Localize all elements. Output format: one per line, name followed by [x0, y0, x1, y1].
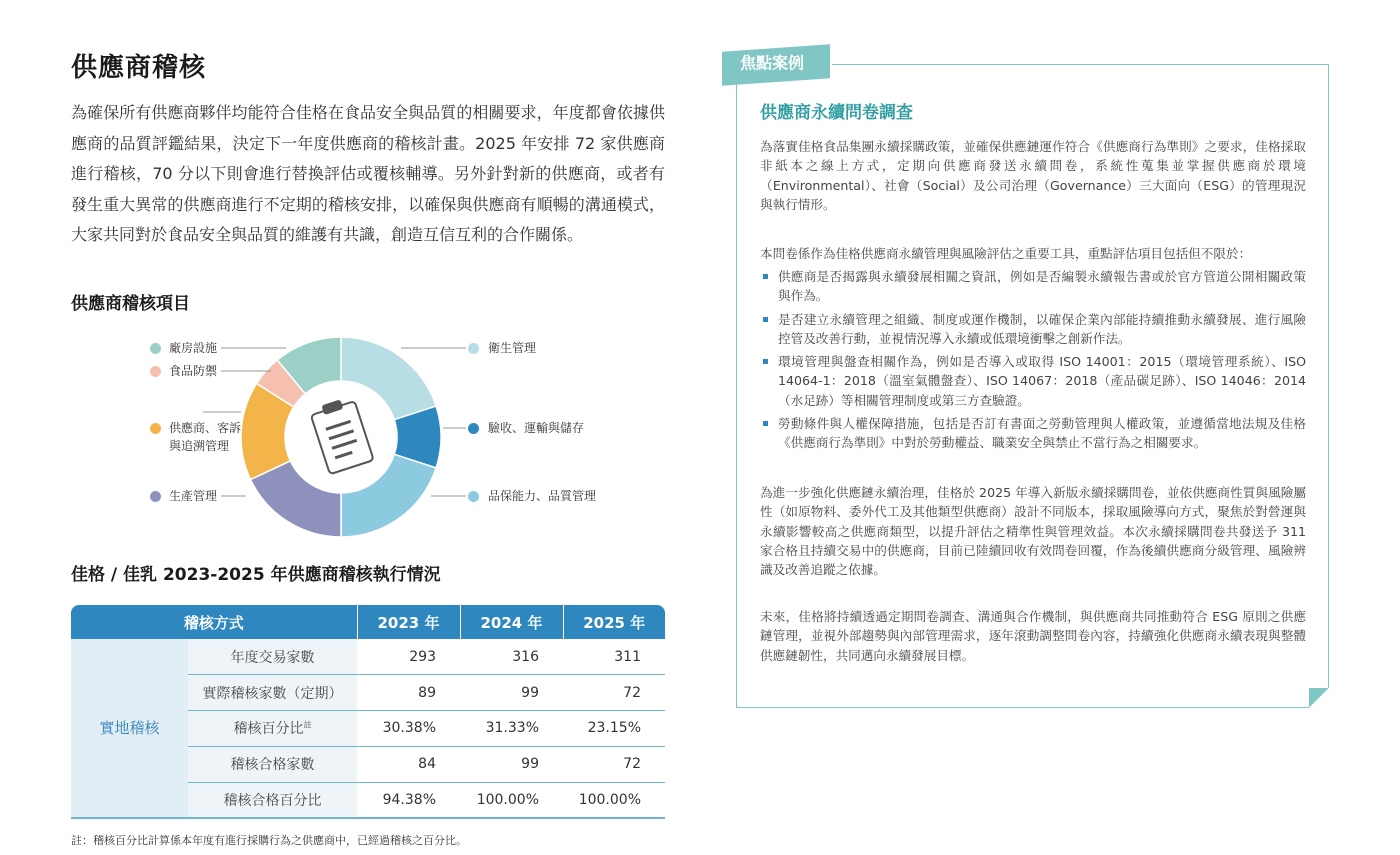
- cell-value: 72: [563, 675, 665, 711]
- audit-table: [71, 605, 665, 819]
- legend-label-hygiene: 衛生管理: [488, 341, 537, 355]
- row-label: 年度交易家數: [188, 639, 357, 675]
- legend-dot-qa: [468, 491, 479, 502]
- case-paragraph-4: 未來，佳格將持續透過定期問卷調查、溝通與合作機制，與供應商共同推動符合 ESG 原則之供應鏈管理，並視外部趨勢與內部管理需求，逐年滾動調整問卷內容，持續強化供應商永續表現與整體供應鏈韌性，共同邁向永續發展目標。: [760, 609, 1306, 663]
- legend-label-production: 生產管理: [169, 489, 218, 503]
- case-paragraph-2: 本問卷係作為佳格供應商永續管理與風險評估之重要工具，重點評估項目包括但不限於：: [760, 246, 1252, 261]
- legend-dot-receiving: [468, 423, 479, 434]
- page-title: 供應商稽核: [71, 53, 207, 83]
- cell-value: 23.15%: [563, 711, 665, 747]
- table-title: 佳格 / 佳乳 2023-2025 年供應商稽核執行情況: [71, 565, 441, 585]
- cell-value: 94.38%: [357, 782, 460, 818]
- case-tab-label: 焦點案例: [740, 53, 805, 73]
- case-title: 供應商永續問卷調查: [760, 103, 913, 123]
- legend-dot-food-defense: [150, 366, 161, 377]
- group-label: 實地稽核: [71, 639, 188, 818]
- intro-paragraph: 為確保所有供應商夥伴均能符合佳格在食品安全與品質的相關要求，年度都會依據供應商的品質評鑑結果，決定下一年度供應商的稽核計畫。2025 年安排 72 家供應商進行稽核，70 分以下則會進行替換評估或覆核輔導。另外針對新的供應商，或者有發生重大異常的供應商進行不定期的稽核安排，以確保與供應商有順暢的溝通模式，大家共同對於食品安全與品質的維護有共識，創造互信互利的合作關係。: [71, 103, 665, 244]
- cell-value: 316: [460, 639, 563, 675]
- row-label: 稽核百分比: [233, 721, 304, 738]
- list-item: 供應商是否揭露與永續發展相關之資訊，例如是否編製永續報告書或於官方管道公開相關政策與作為。: [760, 267, 1306, 306]
- table-row: [71, 639, 665, 675]
- cell-value: 311: [563, 639, 665, 675]
- legend-dot-production: [150, 491, 161, 502]
- cell-value: 31.33%: [460, 711, 563, 747]
- cell-value: 72: [563, 746, 665, 782]
- cell-value: 99: [460, 675, 563, 711]
- supplier-audit-section: [71, 50, 665, 251]
- list-item: 環境管理與盤查相關作為，例如是否導入或取得 ISO 14001：2015（環境管理系統）、ISO 14064-1：2018（溫室氣體盤查）、ISO 14067：2018（產品碳足跡）、ISO 14046：2014（水足跡）等相關管理制度或第三方查驗證。: [760, 352, 1306, 410]
- audit-items-chart: [71, 330, 665, 545]
- list-item: 是否建立永續管理之組織、制度或運作機制，以確保企業內部能持續推動永續發展、進行風險控管及改善行動，並視情況導入永續或低環境衝擊之創新作法。: [760, 310, 1306, 349]
- cell-value: 99: [460, 746, 563, 782]
- table-header-row: [71, 605, 665, 639]
- legend-label-facility: 廠房設施: [169, 341, 218, 355]
- cell-value: 100.00%: [563, 782, 665, 818]
- case-box-top-border: [832, 64, 1329, 65]
- case-bullet-list: [760, 267, 1306, 457]
- case-box-corner-fold: [1309, 688, 1329, 708]
- legend-label-receiving: 驗收、運輸與儲存: [488, 421, 585, 435]
- header-method: 稽核方式: [71, 605, 357, 639]
- row-label: 稽核合格家數: [188, 746, 357, 782]
- case-paragraph-3: 為進一步強化供應鏈永續治理，佳格於 2025 年導入新版永續採購問卷，並依供應商性質與風險屬性（如原物料、委外代工及其他類型供應商）設計不同版本，採取風險導向方式，聚焦於對營運與永續影響較高之供應商類型，以提升評估之精準性與管理效益。本次永續採購問卷共發送予 311 家合格且持續交易中的供應商，目前已陸續回收有效問卷回覆，作為後續供應商分級管理、風險辨識及改善追蹤之依據。: [760, 485, 1306, 578]
- cell-value: 89: [357, 675, 460, 711]
- row-label-with-note: [188, 711, 357, 747]
- legend-label-food-defense: 食品防禦: [169, 364, 218, 378]
- legend-label-supplier-1: 供應商、客訴: [169, 421, 242, 435]
- row-label: 實際稽核家數（定期）: [188, 675, 357, 711]
- audit-items-title: 供應商稽核項目: [71, 294, 190, 314]
- legend-label-supplier-2: 與追溯管理: [169, 439, 230, 453]
- case-paragraph-1: 為落實佳格食品集團永續採購政策，並確保供應鏈運作符合《供應商行為準則》之要求，佳格採取非紙本之線上方式，定期向供應商發送永續問卷，系統性蒐集並掌握供應商於環境（Environmental）、社會（Social）及公司治理（Governance）三大面向（ESG）的管理現況與執行情形。: [760, 139, 1306, 212]
- header-2023: 2023 年: [357, 605, 460, 639]
- legend-dot-hygiene: [468, 343, 479, 354]
- legend-dot-supplier: [150, 423, 161, 434]
- row-label: 稽核合格百分比: [188, 782, 357, 818]
- header-2025: 2025 年: [563, 605, 665, 639]
- footnote-mark: 註: [303, 720, 312, 730]
- legend-label-qa: 品保能力、品質管理: [488, 489, 597, 503]
- legend-dot-facility: [150, 343, 161, 354]
- header-2024: 2024 年: [460, 605, 563, 639]
- cell-value: 30.38%: [357, 711, 460, 747]
- list-item: 勞動條件與人權保障措施，包括是否訂有書面之勞動管理與人權政策，並遵循當地法規及佳格《供應商行為準則》中對於勞動權益、職業安全與禁止不當行為之相關要求。: [760, 414, 1306, 453]
- table-footnote: 註：稽核百分比計算係本年度有進行採購行為之供應商中，已經過稽核之百分比。: [71, 834, 467, 847]
- cell-value: 100.00%: [460, 782, 563, 818]
- cell-value: 84: [357, 746, 460, 782]
- cell-value: 293: [357, 639, 460, 675]
